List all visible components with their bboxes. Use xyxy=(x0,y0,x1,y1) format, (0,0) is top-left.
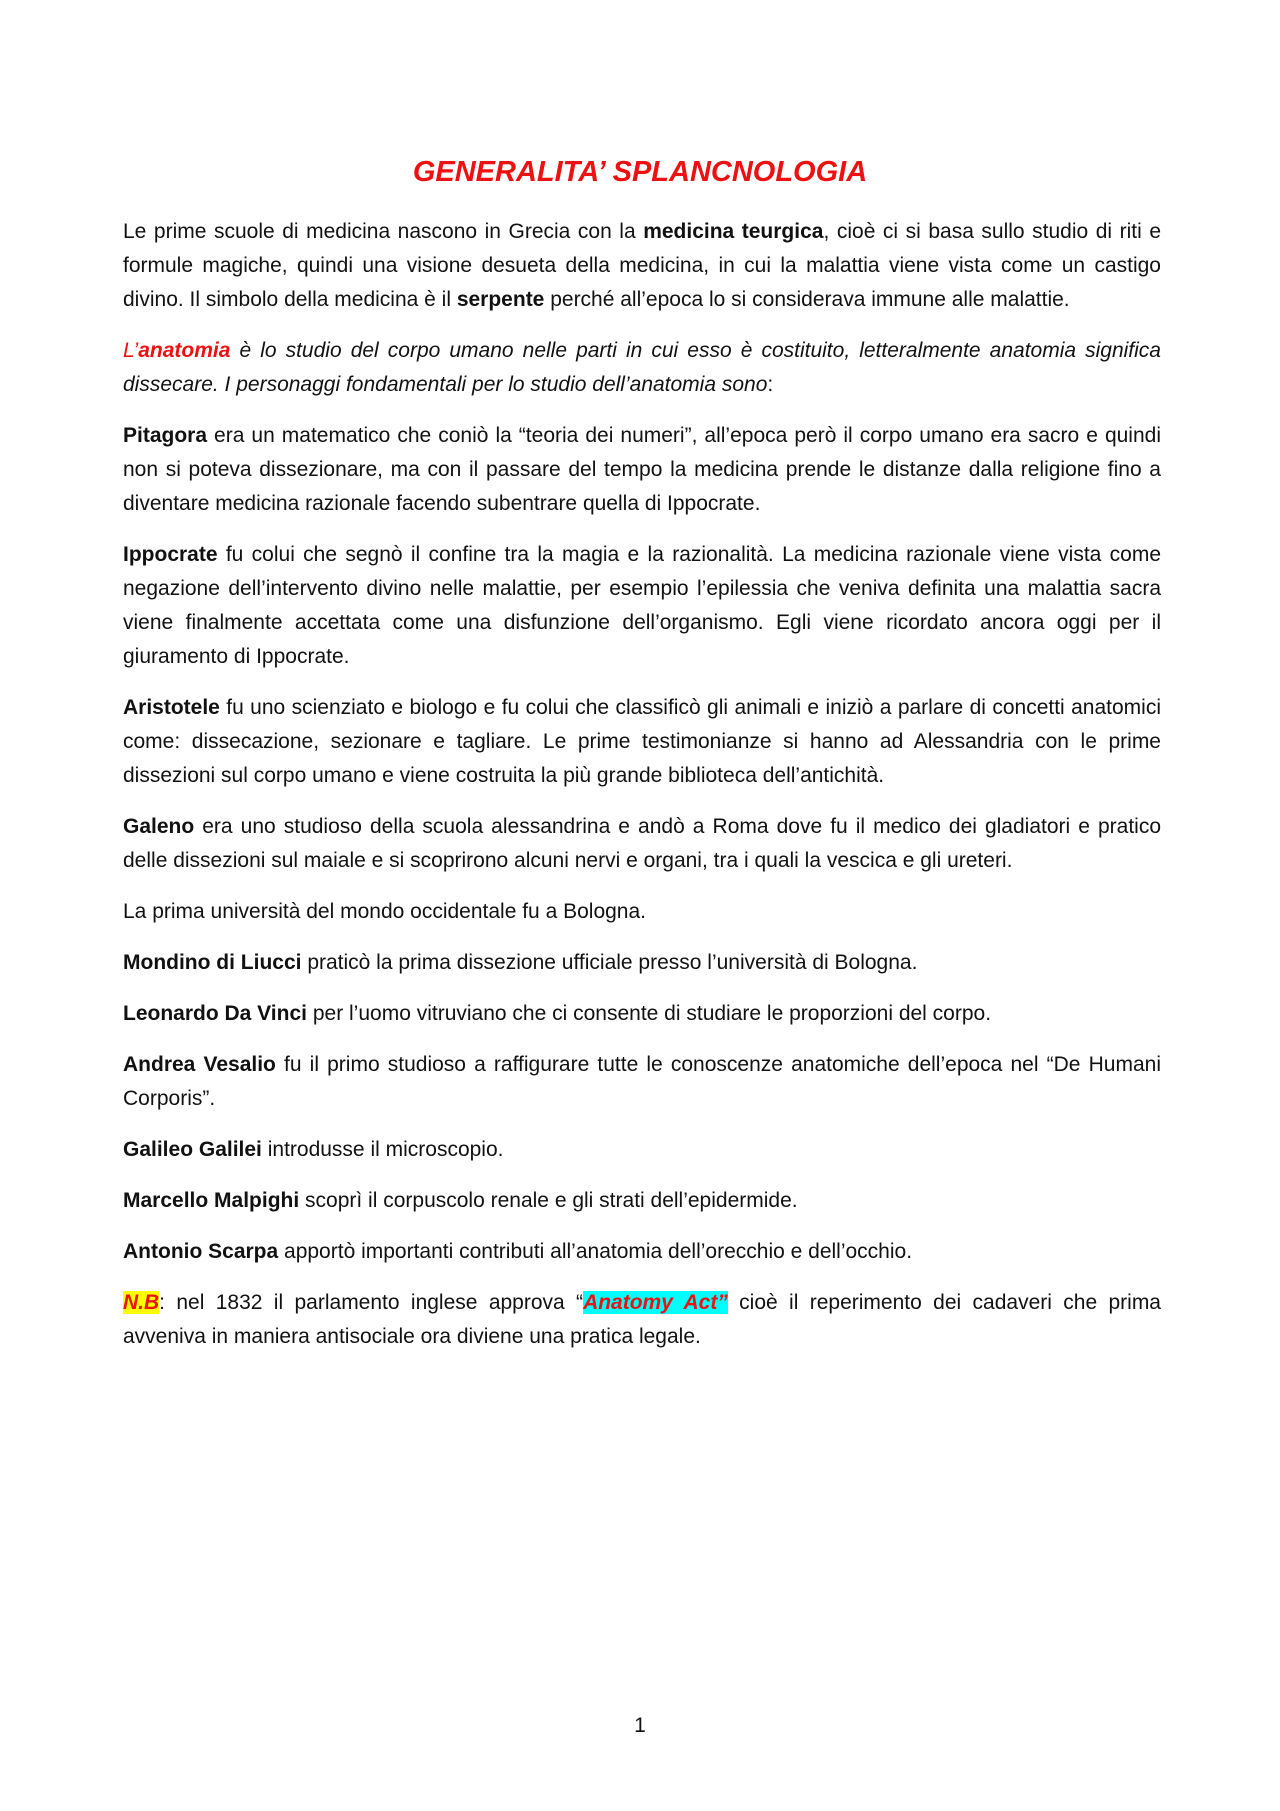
text-run: La prima università del mondo occidentale fu a Bologna. xyxy=(123,900,646,923)
text-run: : nel 1832 il parlamento inglese approva “ xyxy=(159,1291,584,1314)
page-number: 1 xyxy=(634,1714,646,1737)
paragraph-malpighi xyxy=(123,1184,1161,1218)
paragraph-nota-bene xyxy=(123,1286,1161,1354)
emphasis-text: serpente xyxy=(456,288,545,311)
paragraph-aristotele xyxy=(123,691,1161,793)
text-run: cioè il reperimento dei cadaveri che prima avveniva in maniera antisociale ora diviene una pratica legale. xyxy=(123,1291,1161,1348)
paragraph-pitagora xyxy=(123,419,1161,521)
paragraph-galeno xyxy=(123,810,1161,878)
text-run: scoprì il corpuscolo renale e gli strati dell’epidermide. xyxy=(299,1189,798,1212)
emphasis-text: Ippocrate xyxy=(123,543,218,566)
text-run: perché all’epoca lo si considerava immune alle malattie. xyxy=(544,288,1070,311)
text-run: Le prime scuole di medicina nascono in Grecia con la xyxy=(123,220,644,243)
text-run: praticò la prima dissezione ufficiale presso l’università di Bologna. xyxy=(301,951,918,974)
emphasis-text: Mondino di Liucci xyxy=(123,951,302,974)
emphasis-text: Andrea Vesalio xyxy=(123,1053,276,1076)
emphasis-text: N.B xyxy=(123,1291,160,1314)
paragraph-galilei xyxy=(123,1133,1161,1167)
emphasis-text: Galileo Galilei xyxy=(123,1138,262,1161)
paragraph-mondino xyxy=(123,946,1161,980)
text-run: era uno studioso della scuola alessandrina e andò a Roma dove fu il medico dei gladiatori e pratico delle dissezioni sul maiale e si scoprirono alcuni nervi e organi, tra i quali la vescica e gli ureteri. xyxy=(123,815,1161,872)
text-run: fu uno scienziato e biologo e fu colui che classificò gli animali e iniziò a parlare di concetti anatomici come: dissecazione, sezionare e tagliare. Le prime testimonianze si hanno ad Alessandria con le prime dissezioni sul corpo umano e viene costruita la più grande biblioteca dell’antichità. xyxy=(123,696,1161,787)
paragraph-ippocrate xyxy=(123,538,1161,674)
emphasis-text: Aristotele xyxy=(123,696,220,719)
text-run: introdusse il microscopio. xyxy=(261,1138,504,1161)
emphasis-text: Galeno xyxy=(123,815,195,838)
text-run: fu il primo studioso a raffigurare tutte le conoscenze anatomiche dell’epoca nel “De Humani Corporis”. xyxy=(123,1053,1161,1110)
text-run: per l’uomo vitruviano che ci consente di studiare le proporzioni del corpo. xyxy=(307,1002,992,1025)
paragraph-bologna xyxy=(123,895,1161,929)
emphasis-text: anatomia xyxy=(138,339,231,362)
text-run: è lo studio del corpo umano nelle parti in cui esso è costituito, letteralmente anatomia significa dissecare. I personaggi fondamentali per lo studio dell’anatomia sono xyxy=(123,339,1161,396)
paragraph-medicina-teurgica xyxy=(123,215,1161,317)
document-title: GENERALITA’ SPLANCNOLOGIA xyxy=(412,156,868,188)
text-run: , cioè ci si basa sullo studio di riti e formule magiche, quindi una visione desueta della medicina, in cui la malattia viene vista come un castigo divino. Il simbolo della medicina è il xyxy=(123,220,1161,311)
text-run: apportò importanti contributi all’anatomia dell’orecchio e dell’occhio. xyxy=(278,1240,913,1263)
text-run: era un matematico che coniò la “teoria dei numeri”, all’epoca però il corpo umano era sacro e quindi non si poteva dissezionare, ma con il passare del tempo la medicina prende le distanze dalla religione fino a diventare medicina razionale facendo subentrare quella di Ippocrate. xyxy=(123,424,1161,515)
emphasis-text: Antonio Scarpa xyxy=(123,1240,279,1263)
paragraph-vesalio xyxy=(123,1048,1161,1116)
text-run: L’ xyxy=(123,339,139,362)
document-body xyxy=(123,215,1161,1371)
text-run: : xyxy=(767,373,774,396)
text-run: fu colui che segnò il confine tra la magia e la razionalità. La medicina razionale viene vista come negazione dell’intervento divino nelle malattie, per esempio l’epilessia che veniva definita una malattia sacra viene finalmente accettata come una disfunzione dell’organismo. Egli viene ricordato ancora oggi per il giuramento di Ippocrate. xyxy=(123,543,1161,668)
emphasis-text: Leonardo Da Vinci xyxy=(123,1002,307,1025)
paragraph-leonardo xyxy=(123,997,1161,1031)
emphasis-text: medicina teurgica xyxy=(643,220,824,243)
emphasis-text: Anatomy Act” xyxy=(583,1291,728,1314)
paragraph-scarpa xyxy=(123,1235,1161,1269)
emphasis-text: Pitagora xyxy=(123,424,208,447)
emphasis-text: Marcello Malpighi xyxy=(123,1189,300,1212)
paragraph-anatomia xyxy=(123,334,1161,402)
